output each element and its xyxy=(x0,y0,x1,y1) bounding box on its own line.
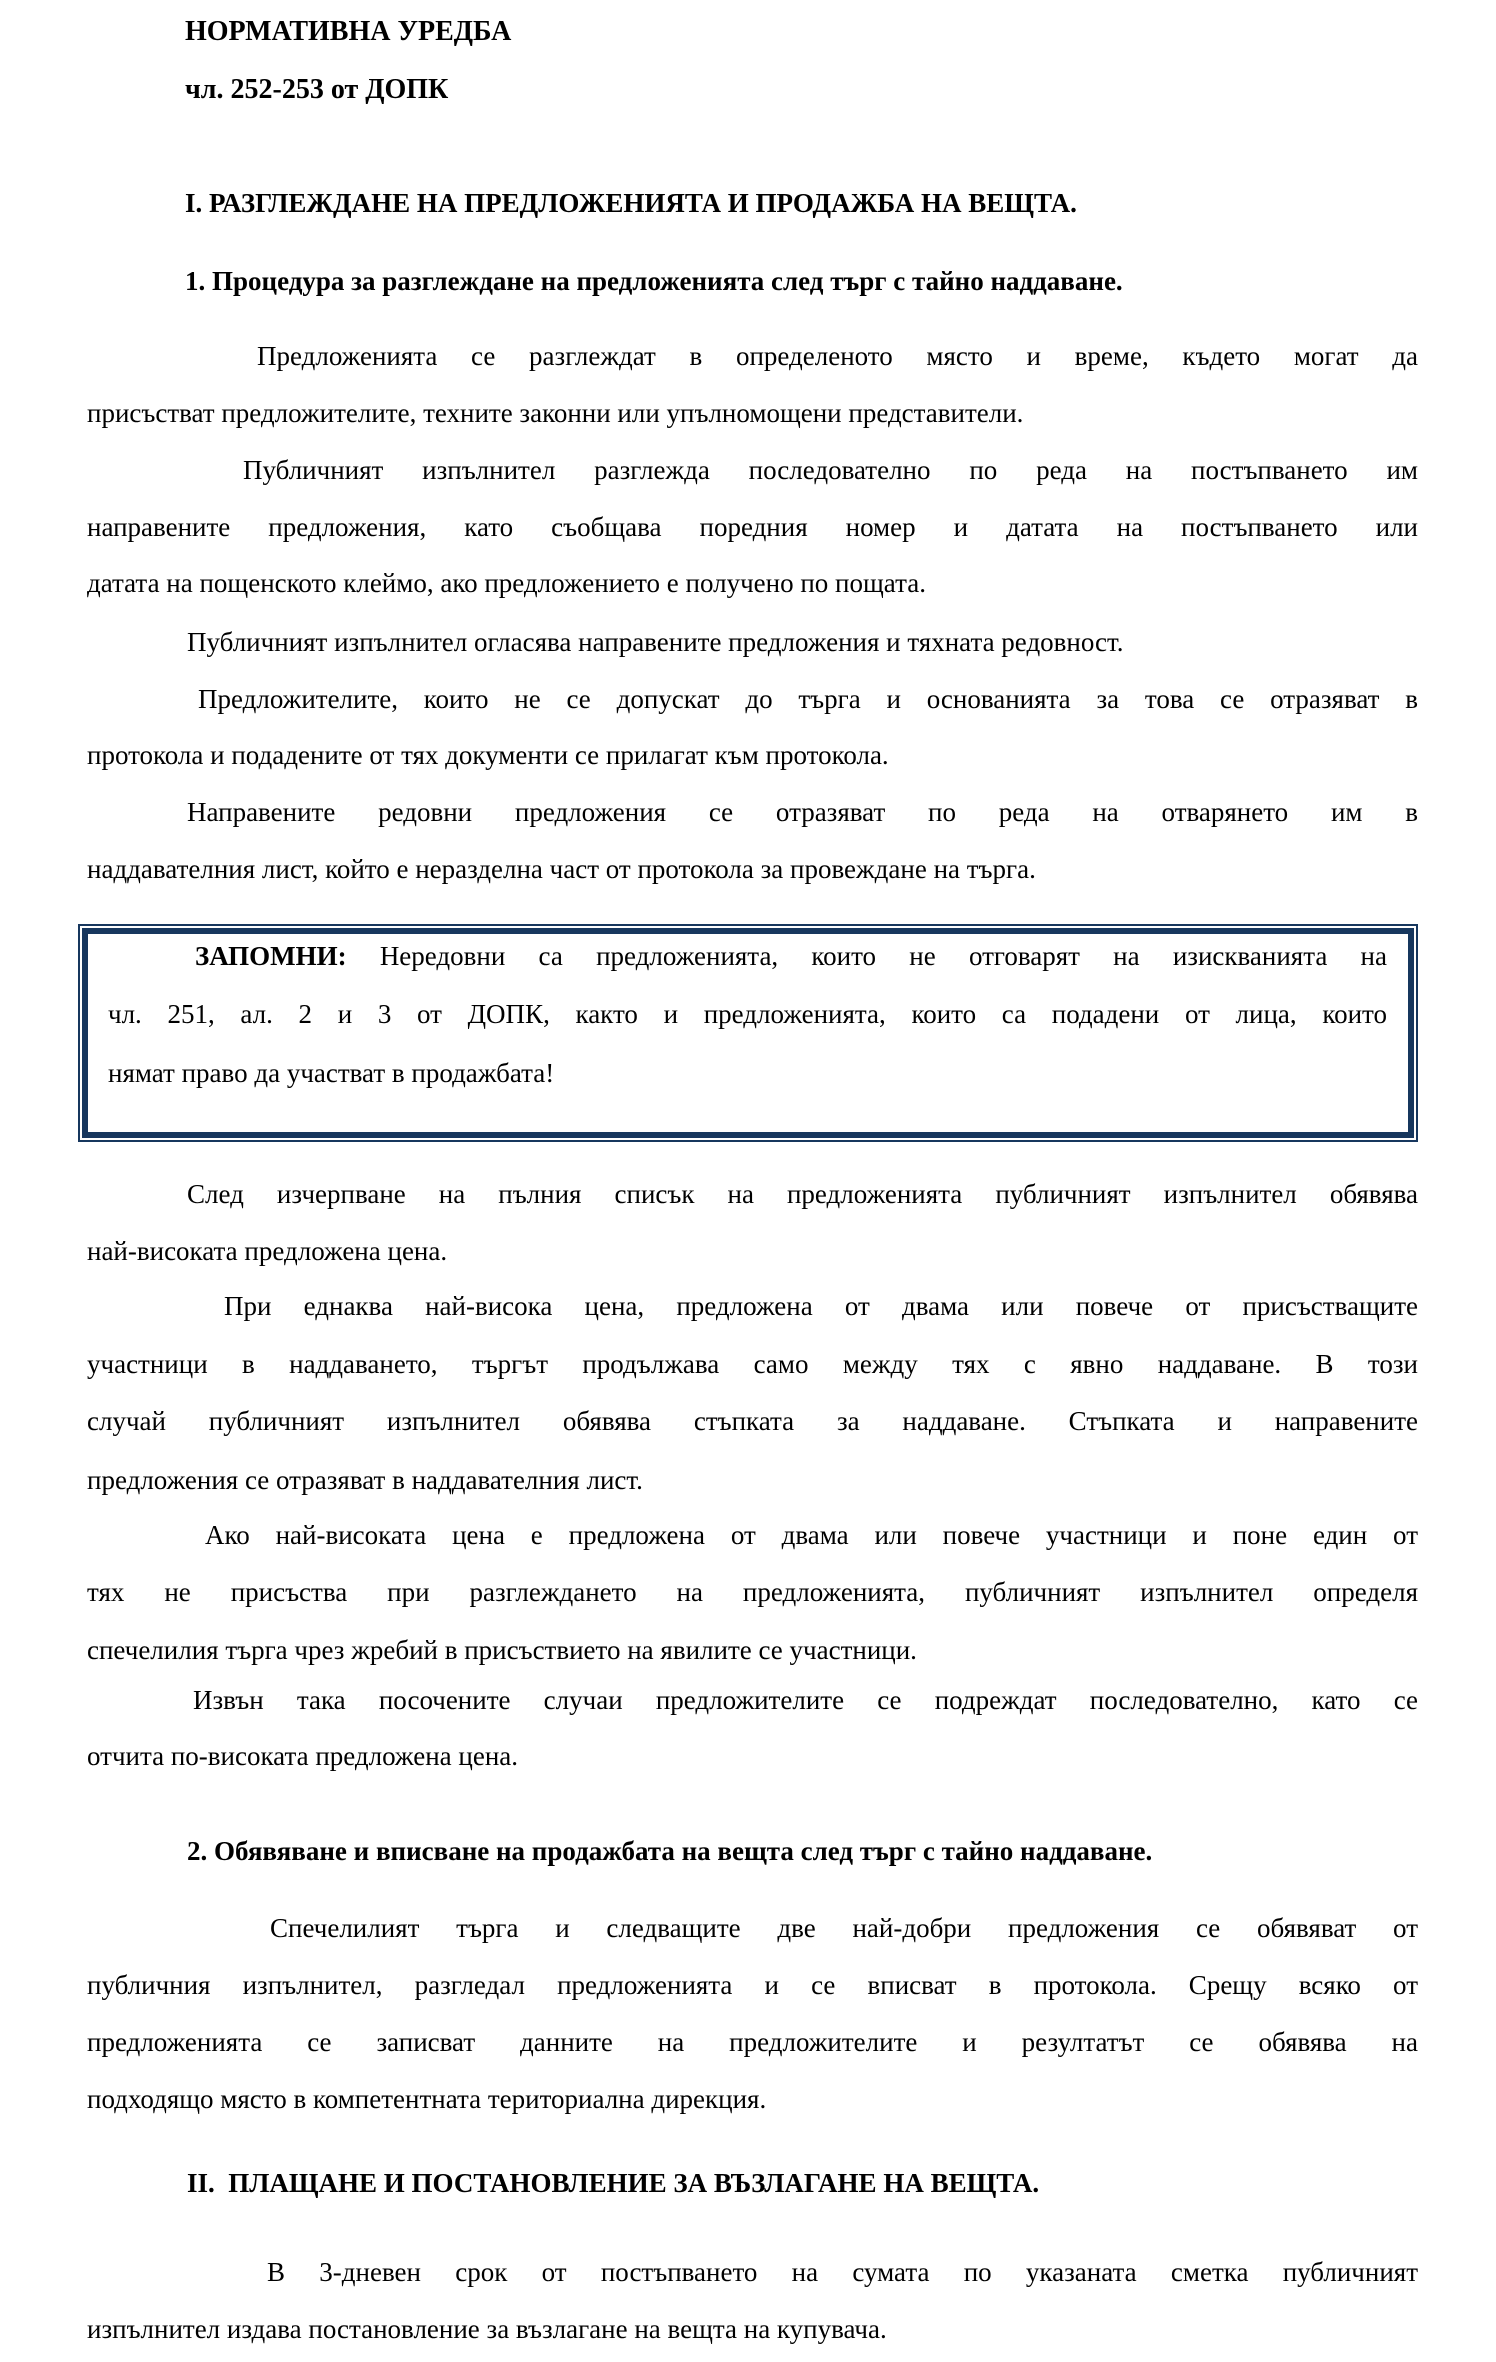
paragraph-line: публичния изпълнител, разгледал предложенията и се вписват в протокола. Срещу всяко от xyxy=(87,1970,1418,2000)
paragraph-line: Спечелилият търга и следващите две най-добри предложения се обявяват от xyxy=(270,1913,1418,1943)
note-line: чл. 251, ал. 2 и 3 от ДОПК, както и предложенията, които са подадени от лица, които xyxy=(108,999,1387,1029)
paragraph-line: най-високата предложена цена. xyxy=(87,1236,448,1266)
subsection-2-heading: 2. Обявяване и вписване на продажбата на вещта след търг с тайно наддаване. xyxy=(187,1836,1153,1866)
paragraph-line: При еднаква най-висока цена, предложена от двама или повече от присъстващите xyxy=(224,1291,1418,1321)
document-title: НОРМАТИВНА УРЕДБА xyxy=(185,16,512,47)
section-1-heading: I. РАЗГЛЕЖДАНЕ НА ПРЕДЛОЖЕНИЯТА И ПРОДАЖБА НА ВЕЩТА. xyxy=(185,188,1077,218)
paragraph-line: подходящо място в компетентната териториална дирекция. xyxy=(87,2084,767,2114)
paragraph-line: датата на пощенското клеймо, ако предложението е получено по пощата. xyxy=(87,568,926,598)
document-subtitle: чл. 252-253 от ДОПК xyxy=(185,74,449,105)
paragraph-line: Извън така посочените случаи предложителите се подреждат последователно, като се xyxy=(193,1685,1418,1715)
paragraph-line: спечелилия търга чрез жребий в присъствието на явилите се участници. xyxy=(87,1635,917,1665)
paragraph-line: отчита по-високата предложена цена. xyxy=(87,1741,519,1771)
note-label: ЗАПОМНИ: xyxy=(195,941,347,971)
paragraph-line: Предложенията се разглеждат в определеното място и време, където могат да xyxy=(257,341,1418,371)
paragraph-line: След изчерпване на пълния списък на предложенията публичният изпълнител обявява xyxy=(187,1179,1418,1209)
note-text: Нередовни са предложенията, които не отговарят на изискванията на xyxy=(379,941,1387,971)
paragraph-line: протокола и подадените от тях документи се прилагат към протокола. xyxy=(87,740,889,770)
section-2-heading: II. ПЛАЩАНЕ И ПОСТАНОВЛЕНИЕ ЗА ВЪЗЛАГАНЕ НА ВЕЩТА. xyxy=(187,2168,1040,2198)
paragraph-line: изпълнител издава постановление за възлагане на вещта на купувача. xyxy=(87,2314,887,2344)
paragraph-line: Ако най-високата цена е предложена от двама или повече участници и поне един от xyxy=(205,1520,1418,1550)
subsection-1-heading: 1. Процедура за разглеждане на предложенията след търг с тайно наддаване. xyxy=(185,266,1123,296)
paragraph-line: Публичният изпълнител огласява направените предложения и тяхната редовност. xyxy=(187,627,1124,657)
paragraph-line: присъстват предложителите, техните законни или упълномощени представители. xyxy=(87,398,1024,428)
paragraph-line: тях не присъства при разглеждането на предложенията, публичният изпълнител определя xyxy=(87,1577,1418,1607)
paragraph-line: предложения се отразяват в наддавателния лист. xyxy=(87,1465,643,1495)
note-line: нямат право да участват в продажбата! xyxy=(108,1058,555,1088)
paragraph-line: наддавателния лист, който е неразделна част от протокола за провеждане на търга. xyxy=(87,854,1036,884)
paragraph-line: случай публичният изпълнител обявява стъпката за наддаване. Стъпката и направените xyxy=(87,1406,1418,1436)
paragraph-line: В 3-дневен срок от постъпването на сумата по указаната сметка публичният xyxy=(267,2257,1418,2287)
paragraph-line: Предложителите, които не се допускат до търга и основанията за това се отразяват в xyxy=(198,684,1418,714)
paragraph-line: предложенията се записват данните на предложителите и резултатът се обявява на xyxy=(87,2027,1418,2057)
paragraph-line: участници в наддаването, търгът продължава само между тях с явно наддаване. В този xyxy=(87,1349,1418,1379)
paragraph-line: Направените редовни предложения се отразяват по реда на отварянето им в xyxy=(187,797,1418,827)
note-line xyxy=(195,936,1387,976)
paragraph-line: Публичният изпълнител разглежда последователно по реда на постъпването им xyxy=(243,455,1418,485)
paragraph-line: направените предложения, като съобщава поредния номер и датата на постъпването или xyxy=(87,512,1418,542)
